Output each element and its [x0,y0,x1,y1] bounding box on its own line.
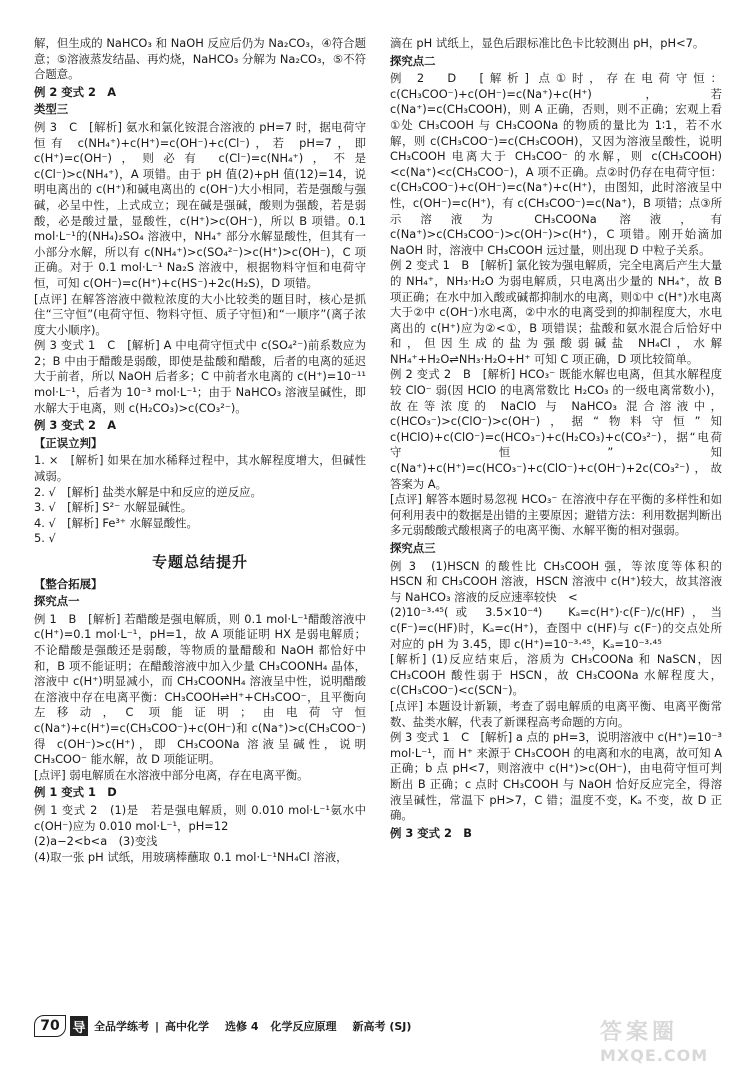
footer-subject: 高中化学 [165,1020,210,1033]
brand-logo-icon: 导 [70,1016,88,1036]
paragraph: [点评] 在解答溶液中微粒浓度的大小比较类的题目时，核心是抓住“三守恒”(电荷守恒、物料守恒、质子守恒)和“一顺序”(离子浓度大小顺序)。 [34,291,366,337]
paragraph: [点评] 本题设计新颖，考查了弱电解质的电离平衡、电离平衡常数、盐类水解，代表了新课程高考命题的方向。 [390,698,722,729]
section-label: 例 1 变式 1 D [34,785,117,800]
paragraph: 5. √ [34,531,56,546]
section-label: 探究点一 [34,594,80,609]
section-label: 例 3 变式 2 A [34,418,117,433]
section-label: 例 3 变式 2 B [390,825,472,840]
section-label: 【正误立判】 [34,435,103,450]
paragraph: 例 1 B [解析] 若醋酸是强电解质，则 0.1 mol·L⁻¹醋酸溶液中 c(H⁺)=0.1 mol·L⁻¹，pH=1，故 A 项能证明 HX 是弱电解质；不论醋酸是强酸还是弱酸，等物质的量醋酸和 NaOH 都恰好中和，B 项不能证明；在醋酸溶液中加入少量 CH₃COONH₄ 晶体，溶液中 c(H⁺)明显减小，而 CH₃COONH₄ 溶液呈中性，说明醋酸在溶液中存在电离平衡：CH₃COOH⇌H⁺+CH₃COO⁻，且平衡向左移动，C 项能证明；由电荷守恒 c(Na⁺)+c(H⁺)=c(CH₃COO⁻)+c(OH⁻)和 c(Na⁺)>c(CH₃COO⁻)得 c(OH⁻)>c(H⁺)，即 CH₃COONa 溶液呈碱性，说明 CH₃COO⁻ 能水解，故 D 项能证明。 [34,611,366,767]
paragraph: (4)取一张 pH 试纸，用玻璃棒蘸取 0.1 mol·L⁻¹NH₄Cl 溶液， [34,849,348,864]
paragraph: 例 3 变式 1 C [解析] a 点的 pH=3，说明溶液中 c(H⁺)=10⁻³ mol·L⁻¹，而 H⁺ 来源于 CH₃COOH 的电离和水的电离，故可知 A 正确；b 点 pH<7，则溶液中 c(H⁺)>c(OH⁻)，由电荷守恒可判断出 B 正确；c 点时 CH₃COOH 与 NaOH 恰好反应完全，得溶液呈碱性，常温下 pH>7，C 错；温度不变，Kₐ 不变，故 D 正确。 [390,730,722,823]
section-label: 探究点三 [390,541,436,555]
paragraph: [解析] (1)反应结束后，溶质为 CH₃COONa 和 NaSCN，因 CH₃COOH 酸性弱于 HSCN，故 CH₃COONa 水解程度大，c(CH₃COO⁻)<c(SCN⁻)。 [390,652,722,698]
watermark-logo [600,1015,740,1069]
paragraph: 例 3 (1)HSCN 的酸性比 CH₃COOH 强，等浓度等体积的 HSCN 和 CH₃COOH 溶液，HSCN 溶液中 c(H⁺)较大，故其溶液与 NaHCO₃ 溶液的反应速率较快 < [390,558,722,604]
paragraph: 2. √ [解析] 盐类水解是中和反应的逆反应。 [34,484,262,499]
page-footer: 70 导 全品学练考 | 高中化学 选修 4 化学反应原理 新高考 (SJ) [34,1013,734,1039]
paragraph: 1. × [解析] 如果在加水稀释过程中，其水解程度增大，但碱性减弱。 [34,453,366,484]
paragraph: 滴在 pH 试纸上，显色后跟标准比色卡比较测出 pH，pH<7。 [390,36,705,50]
footer-volume: 选修 4 [225,1020,259,1033]
paragraph: (2)a−2<b<a (3)变浅 [34,834,158,849]
section-label: 类型三 [34,102,69,117]
section-label: 探究点二 [390,53,436,68]
footer-edition: 新高考 (SJ) [352,1020,412,1033]
page-number: 70 [34,1015,66,1037]
right-column [390,36,722,843]
paragraph: 解，但生成的 NaHCO₃ 和 NaOH 反应后仍为 Na₂CO₃，④符合题意；⑤溶液蒸发结晶、再灼烧，NaHCO₃ 分解为 Na₂CO₃，⑤不符合题意。 [34,36,366,82]
section-title: 专题总结提升 [151,553,248,571]
paragraph: 4. √ [解析] Fe³⁺ 水解显酸性。 [34,515,198,530]
footer-book: 化学反应原理 [270,1020,337,1033]
paragraph: 例 3 C [解析] 氨水和氯化铵混合溶液的 pH=7 时，据电荷守恒有 c(NH₄⁺)+c(H⁺)=c(OH⁻)+c(Cl⁻)，若 pH=7，即 c(H⁺)=c(OH⁻)，则必有 c(Cl⁻)=c(NH₄⁺)，不是 c(Cl⁻)>c(NH₄⁺)，A 项错。由于 pH 值(2)+pH 值(12)=14，说明电离出的 c(H⁺)和碱电离出的 c(OH⁻)大小相同，若是强酸与强碱，必呈中性，上式成立；现在碱是强碱，酸则为强酸，若是弱酸，必是酸过量，显酸性，c(H⁺)>c(OH⁻)，所以 B 项错。0.1 mol·L⁻¹的(NH₄)₂SO₄ 溶液中，NH₄⁺ 部分水解显酸性，但其有一小部分水解，所以有 c(NH₄⁺)>c(SO₄²⁻)>c(H⁺)>c(OH⁻)，C 项正确。对于 0.1 mol·L⁻¹ Na₂S 溶液中，根据物料守恒和电荷守恒，可知 c(OH⁻)=c(H⁺)+c(HS⁻)+2c(H₂S)，D 项错。 [34,119,366,290]
watermark-line-1: 答案圈 [600,1020,679,1045]
paragraph: 例 3 变式 1 C [解析] A 中电荷守恒式中 c(SO₄²⁻)前系数应为 2；B 中由于醋酸是弱酸，即使是盐酸和醋酸，后者的电离的延迟大于前者，所以 NaOH 后者多；C 中前者水电离的 c(H⁺)=10⁻¹¹ mol·L⁻¹，后者为 10⁻³ mol·L⁻¹；由于 NaHCO₃ 溶液呈碱性，即水解大于电离，则 c(H₂CO₃)>c(CO₃²⁻)。 [34,338,366,415]
footer-series: 全品学练考 [94,1020,149,1033]
paragraph: 例 1 变式 2 (1)是 若是强电解质，则 0.010 mol·L⁻¹氨水中 c(OH⁻)应为 0.010 mol·L⁻¹，pH=12 [34,802,366,833]
paragraph: [点评] 解答本题时易忽视 HCO₃⁻ 在溶液中存在平衡的多样性和如何利用表中的数据是出错的主要原因；避错方法：利用数据判断出多元弱酸酸式酸根离子的电离平衡、水解平衡的相对强弱。 [390,492,722,538]
paragraph: 例 2 变式 2 B [解析] HCO₃⁻ 既能水解也电离，但其水解程度较 ClO⁻ 弱(因 HClO 的电离常数比 H₂CO₃ 的一级电离常数小)，故在等浓度的 NaClO 与 NaHCO₃ 混合溶液中，c(HCO₃⁻)>c(ClO⁻)>c(OH⁻)，据“物料守恒”知 c(HClO)+c(ClO⁻)=c(HCO₃⁻)+c(H₂CO₃)+c(CO₃²⁻)，据“电荷守恒”知 c(Na⁺)+c(H⁺)=c(HCO₃⁻)+c(ClO⁻)+c(OH⁻)+2c(CO₃²⁻)，故答案为 A。 [390,367,722,491]
section-label: 例 2 变式 2 A [34,84,117,99]
left-column [34,36,366,865]
watermark-line-2: MXQE.COM [600,1046,709,1065]
paragraph: [点评] 弱电解质在水溶液中部分电离，存在电离平衡。 [34,767,309,782]
paragraph: 例 2 变式 1 B [解析] 氯化铵为强电解质，完全电离后产生大量的 NH₄⁺，NH₃·H₂O 为弱电解质，只电离出少量的 NH₄⁺，故 B 项正确；在水中加入酸或碱都抑制水的电离，则①中 c(H⁺)水电离大于②中 c(OH⁻)水电离，②中水的电离受到的抑制程度大，水电离出的 c(H⁺)应为②<①，B 项错误；盐酸和氨水混合后恰好中和，但因生成的盐为强酸弱碱盐 NH₄Cl，水解 NH₄⁺+H₂O⇌NH₃·H₂O+H⁺ 可知 C 项正确，D 项比较简单。 [390,258,722,366]
paragraph: 3. √ [解析] S²⁻ 水解显碱性。 [34,500,193,515]
section-label: 【整合拓展】 [34,576,103,591]
paragraph: (2)10⁻³·⁴⁵(或 3.5×10⁻⁴) Kₐ=c(H⁺)·c(F⁻)/c(HF)，当 c(F⁻)=c(HF)时，Kₐ=c(H⁺)，查图中 c(HF)与 c(F⁻)的交点处所对应的 pH 为 3.45，即 c(H⁺)=10⁻³·⁴⁵，Kₐ=10⁻³·⁴⁵ [390,605,722,651]
paragraph: 例 2 D [解析] 点①时，存在电荷守恒：c(CH₃COO⁻)+c(OH⁻)=c(Na⁺)+c(H⁺)，若 c(Na⁺)=c(CH₃COOH)，则 A 正确，否则，则不正确；宏观上看①处 CH₃COOH 与 CH₃COONa 的物质的量比为 1∶1，若不水解，则 c(CH₃COO⁻)=c(CH₃COOH)，又因为溶液呈酸性，说明 CH₃COOH 电离大于 CH₃COO⁻ 的水解，则 c(CH₃COOH)<c(Na⁺)<c(CH₃COO⁻)，A 项不正确。点②时仍存在电荷守恒：c(CH₃COO⁻)+c(OH⁻)=c(Na⁺)+c(H⁺)，由图知，此时溶液呈中性，c(OH⁻)=c(H⁺)，有 c(CH₃COO⁻)=c(Na⁺)，B 项错；点③所示溶液为 CH₃COONa 溶液，有 c(Na⁺)>c(CH₃COO⁻)>c(OH⁻)>c(H⁺)，C 项错。刚开始滴加 NaOH 时，溶液中 CH₃COOH 远过量，则出现 D 中粒子关系。 [390,71,722,257]
